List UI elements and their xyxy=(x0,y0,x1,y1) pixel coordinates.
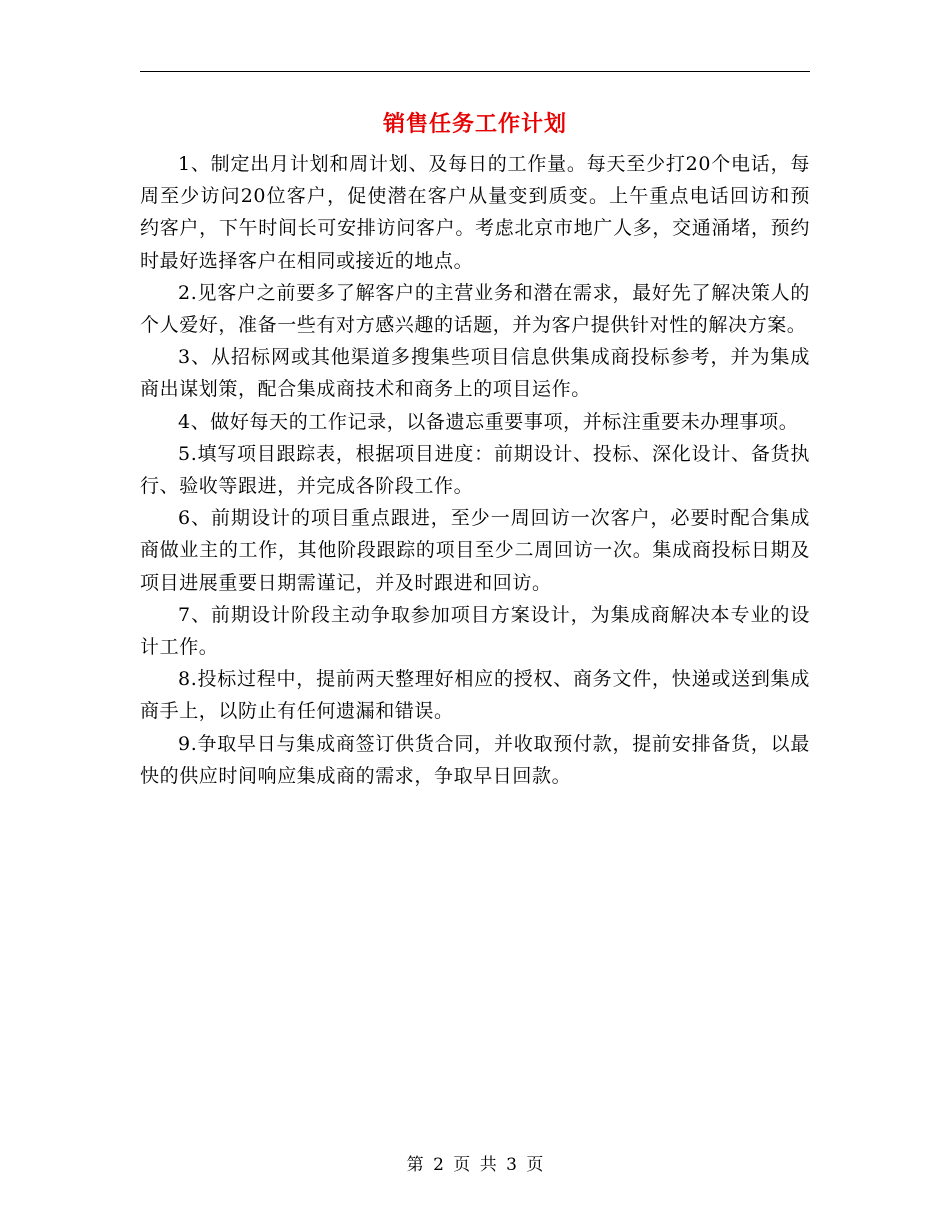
paragraph-9: 9.争取早日与集成商签订供货合同，并收取预付款，提前安排备货，以最快的供应时间响应集成商的需求，争取早日回款。 xyxy=(140,732,810,787)
header-rule xyxy=(140,71,810,72)
paragraph-8: 8.投标过程中，提前两天整理好相应的授权、商务文件，快递或送到集成商手上，以防止有任何遗漏和错误。 xyxy=(140,668,810,723)
paragraph-3: 3、从招标网或其他渠道多搜集些项目信息供集成商投标参考，并为集成商出谋划策，配合集成商技术和商务上的项目运作。 xyxy=(140,346,810,401)
paragraph-1: 1、制定出月计划和周计划、及每日的工作量。每天至少打20个电话，每周至少访问20位客户，促使潜在客户从量变到质变。上午重点电话回访和预约客户，下午时间长可安排访问客户。考虑北京市地广人多，交通涌堵，预约时最好选择客户在相同或接近的地点。 xyxy=(140,153,810,272)
paragraph-6: 6、前期设计的项目重点跟进，至少一周回访一次客户，必要时配合集成商做业主的工作，其他阶段跟踪的项目至少二周回访一次。集成商投标日期及项目进展重要日期需谨记，并及时跟进和回访。 xyxy=(140,507,810,594)
paragraph-2: 2.见客户之前要多了解客户的主营业务和潜在需求，最好先了解决策人的个人爱好，准备一些有对方感兴趣的话题，并为客户提供针对性的解决方案。 xyxy=(140,281,810,337)
paragraph-5: 5.填写项目跟踪表，根据项目进度：前期设计、投标、深化设计、备货执行、验收等跟进，并完成各阶段工作。 xyxy=(140,442,810,498)
page-number-footer: 第 2 页 共 3 页 xyxy=(406,1155,544,1175)
paragraph-4: 4、做好每天的工作记录，以备遗忘重要事项，并标注重要未办理事项。 xyxy=(178,410,799,433)
paragraph-7: 7、前期设计阶段主动争取参加项目方案设计，为集成商解决本专业的设计工作。 xyxy=(140,603,810,659)
document-body xyxy=(140,148,810,792)
document-title: 销售任务工作计划 xyxy=(382,111,567,137)
